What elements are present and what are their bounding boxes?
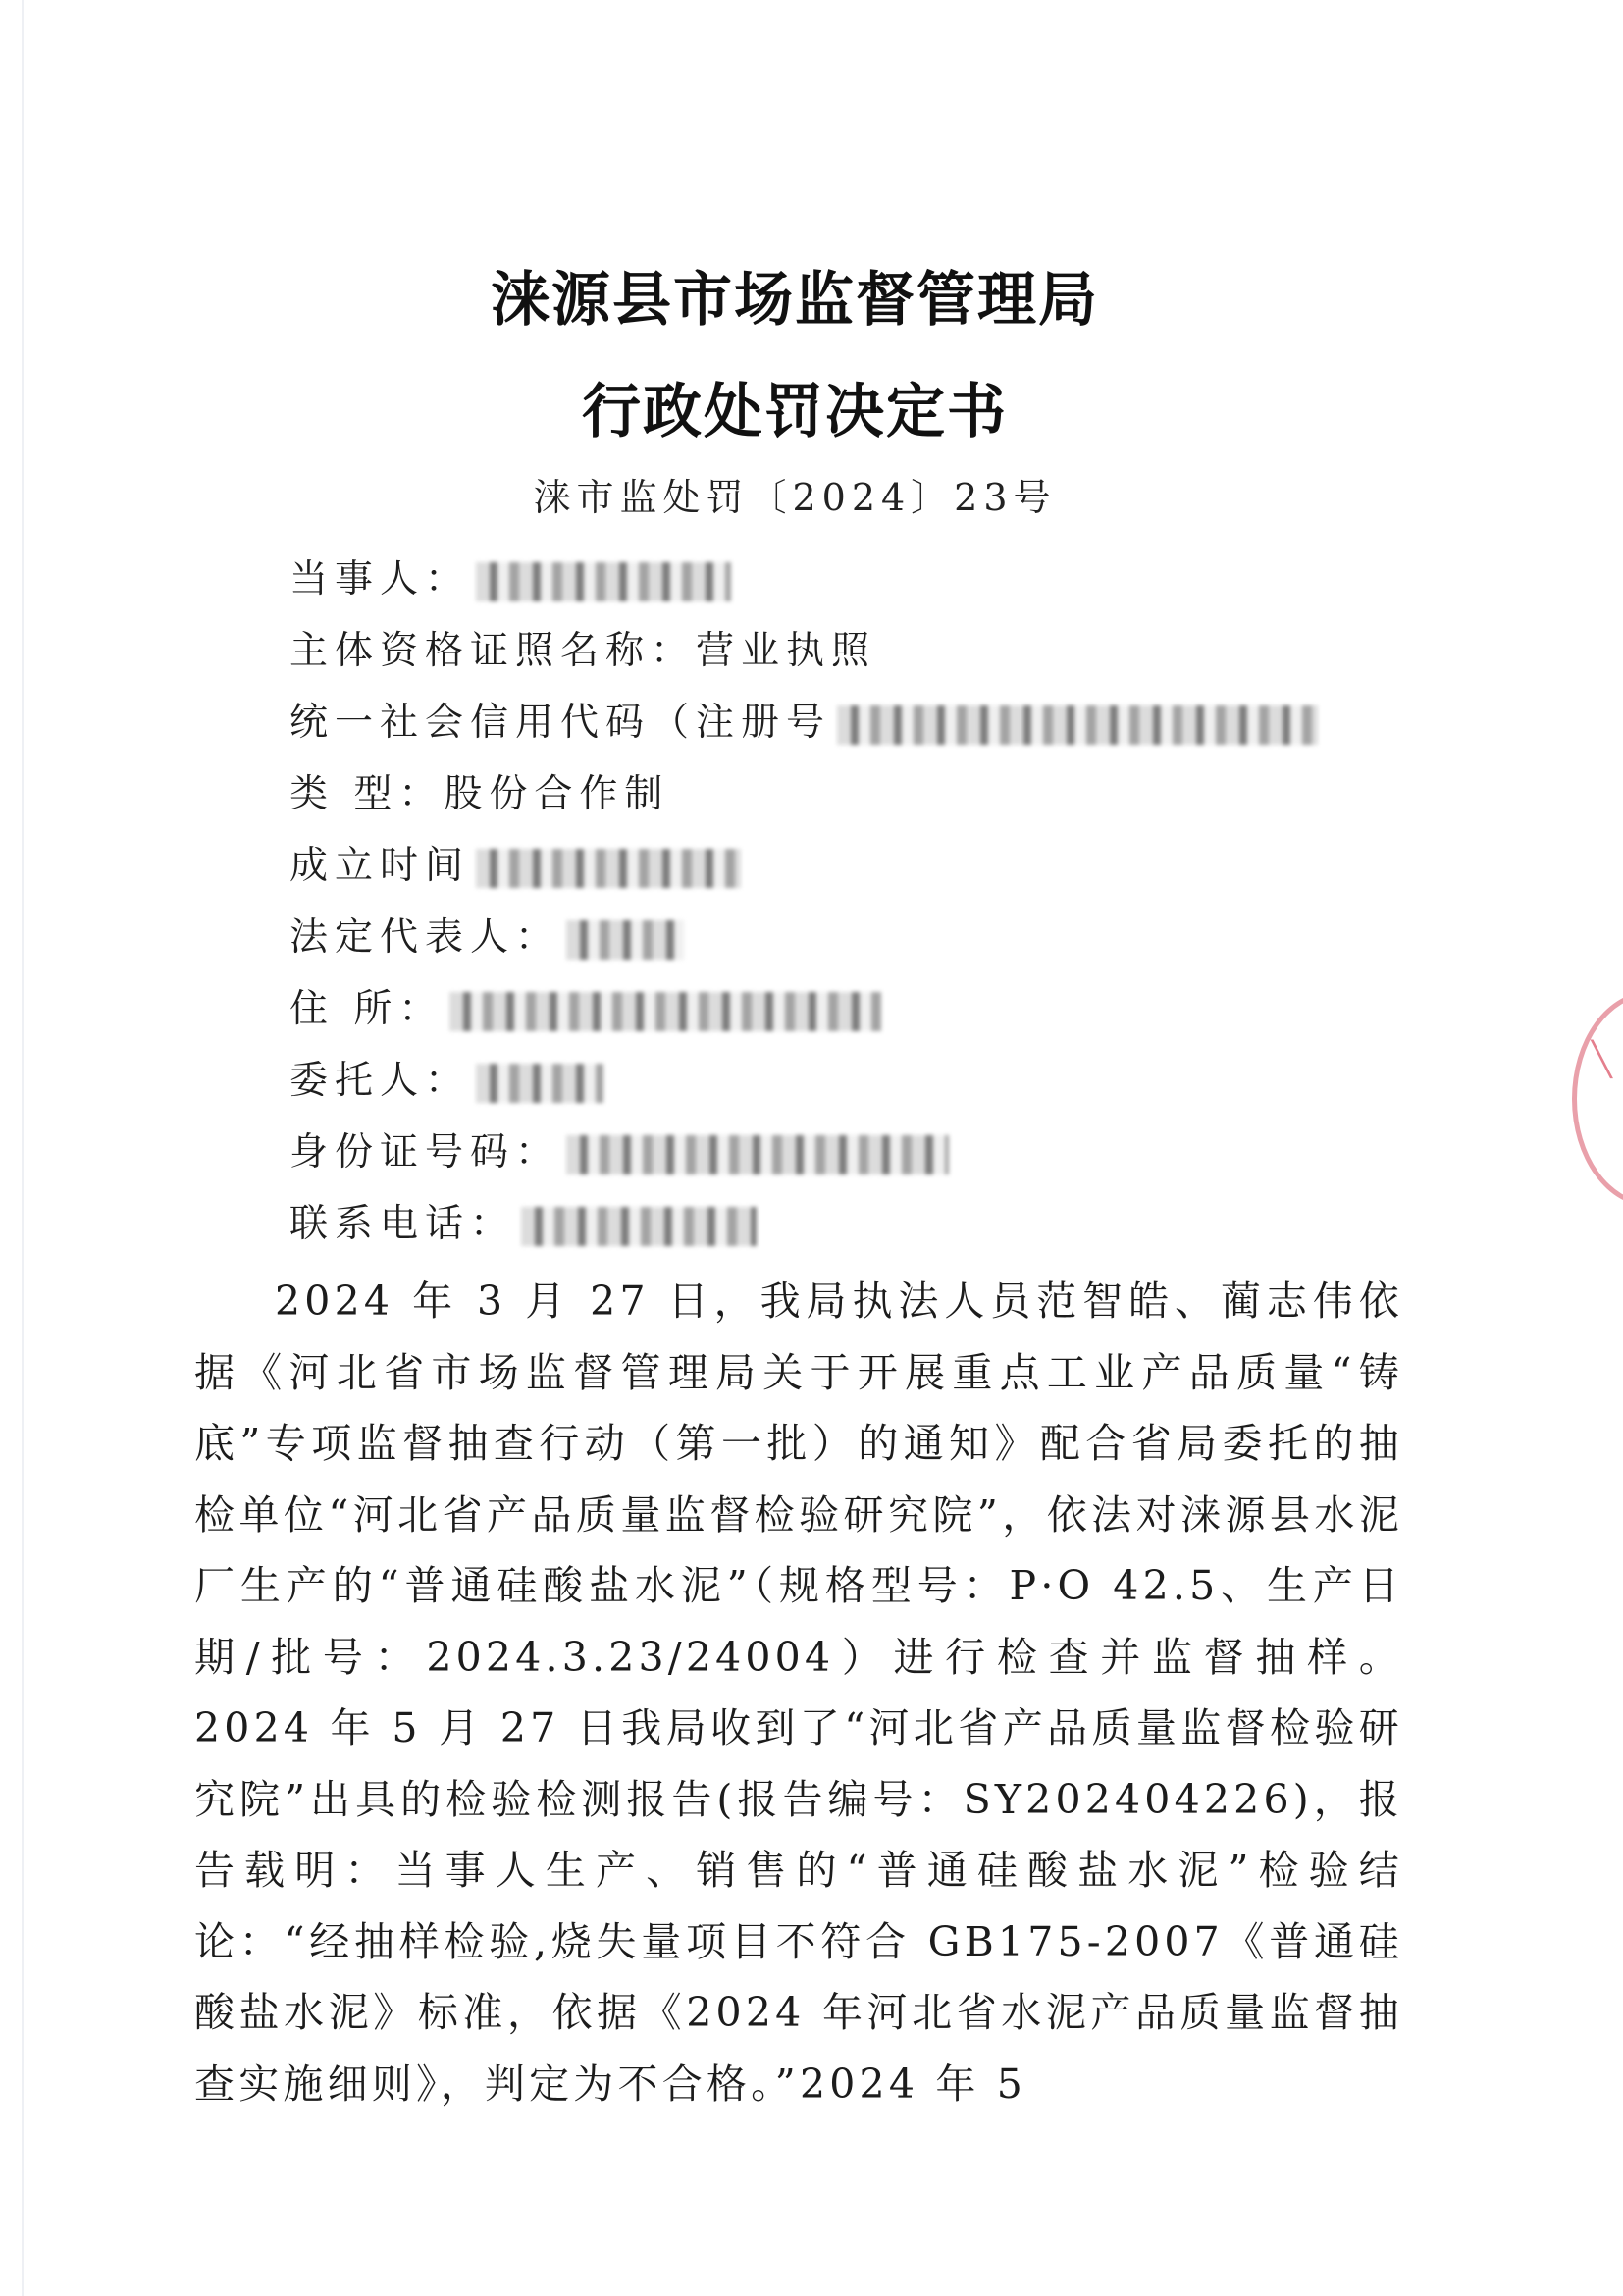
document-number: 涞市监处罚〔2024〕23号 xyxy=(533,476,1057,519)
agency-title: 涞源县市场监督管理局 xyxy=(491,266,1099,335)
scan-edge xyxy=(22,0,24,2296)
field-id-number xyxy=(289,1125,949,1180)
field-label: 主体资格证照名称： xyxy=(289,629,697,673)
field-type xyxy=(289,767,669,822)
redacted-block xyxy=(476,849,741,888)
seal-fragment: ╲ xyxy=(1592,1040,1612,1079)
document-type-title: 行政处罚决定书 xyxy=(582,378,1008,446)
field-established xyxy=(289,839,741,894)
field-label: 委托人： xyxy=(289,1059,471,1103)
field-credit-code xyxy=(289,696,1318,751)
body-paragraph: 2024 年 3 月 27 日，我局执法人员范智皓、蔺志伟依据《河北省市场监督管理局关于开展重点工业产品质量“铸底”专项监督抽查行动（第一批）的通知》配合省局委托的抽检单位“河北省产品质量监督检验研究院”，依法对涞源县水泥厂生产的“普通硅酸盐水泥”（规格型号：P·O 42.5、生产日期/批号：2024.3.23/24004）进行检查并监督抽样。2024 年 5 月 27 日我局收到了“河北省产品质量监督检验研究院”出具的检验检测报告(报告编号：SY202404226)，报告载明：当事人生产、销售的“普通硅酸盐水泥”检验结论：“经抽样检验,烧失量项目不符合 GB175-2007《普通硅酸盐水泥》标准，依据《2024 年河北省水泥产品质量监督抽查实施细则》，判定为不合格。”2024 年 5 xyxy=(194,1278,1403,2108)
field-party xyxy=(289,552,731,607)
redacted-block xyxy=(837,705,1318,745)
redacted-block xyxy=(566,1135,949,1174)
redacted-block xyxy=(476,562,731,601)
field-license-name xyxy=(289,624,876,679)
field-label: 身份证号码： xyxy=(289,1130,561,1174)
field-label: 统一社会信用代码（注册号 xyxy=(289,701,832,745)
field-address xyxy=(289,982,881,1037)
field-value: 营业执照 xyxy=(696,629,877,673)
field-label: 当事人： xyxy=(289,557,471,601)
redacted-block xyxy=(566,920,684,960)
redacted-block xyxy=(449,992,881,1031)
field-legal-rep xyxy=(289,911,684,965)
field-label: 住 所： xyxy=(289,987,445,1031)
field-label: 法定代表人： xyxy=(289,915,561,960)
field-phone xyxy=(289,1197,757,1252)
field-label: 联系电话： xyxy=(289,1202,516,1246)
redacted-block xyxy=(521,1207,757,1246)
field-label: 类 型： xyxy=(289,772,445,816)
redacted-block xyxy=(476,1064,603,1103)
field-value: 股份合作制 xyxy=(444,772,670,816)
field-agent xyxy=(289,1054,603,1109)
field-label: 成立时间 xyxy=(289,844,471,888)
official-seal xyxy=(1572,991,1623,1207)
